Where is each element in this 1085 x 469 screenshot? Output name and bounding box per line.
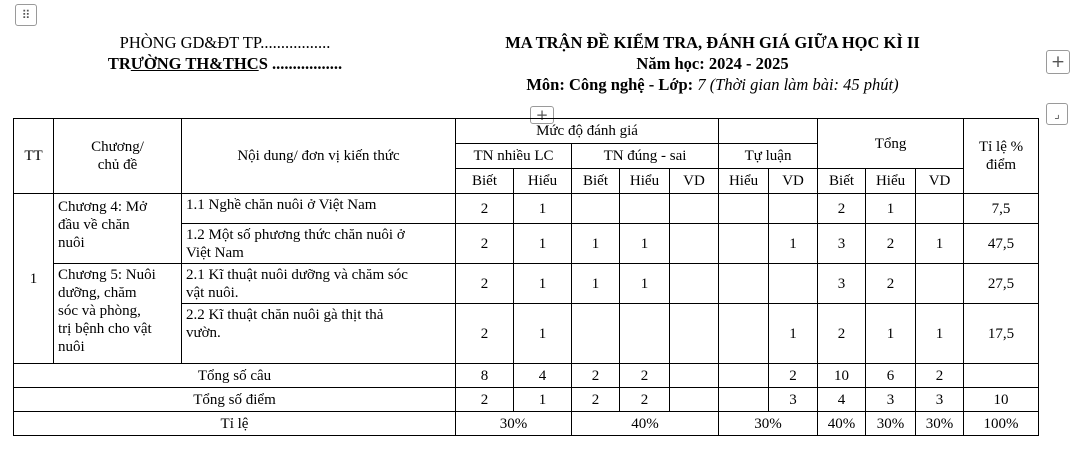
cell-tong-vd: 1 <box>916 304 964 364</box>
cell-tong-biet: 4 <box>818 388 866 412</box>
cell-hieu-tl <box>719 194 769 224</box>
tile-tn-lc: 30% <box>456 412 572 436</box>
th-tt: TT <box>14 119 54 194</box>
summary-row-ti-le <box>14 412 1039 436</box>
cell-tile: 27,5 <box>964 264 1039 304</box>
cell-biet-ds <box>572 194 620 224</box>
th-tn-lc: TN nhiều LC <box>456 144 572 169</box>
cell-tong-hieu: 1 <box>866 304 916 364</box>
tile-hieu: 30% <box>866 412 916 436</box>
cell-biet-ds: 2 <box>572 388 620 412</box>
cell-vd-ds <box>670 224 719 264</box>
cell-tong-vd <box>916 194 964 224</box>
dept-name: PHÒNG GD&ĐT TP................. <box>119 33 331 52</box>
cell-tong-biet: 10 <box>818 364 866 388</box>
cell-tong-hieu: 2 <box>866 224 916 264</box>
cell-tile: 47,5 <box>964 224 1039 264</box>
cell-biet-ds <box>572 304 620 364</box>
chapter-cell: Chương 5: Nuôi dưỡng, chăm sóc và phòng, trị bệnh cho vật nuôi <box>54 264 182 364</box>
cell-vd-tl: 1 <box>769 224 818 264</box>
cell-hieu-lc: 1 <box>514 264 572 304</box>
cell-hieu-tl <box>719 388 769 412</box>
cell-hieu-lc: 4 <box>514 364 572 388</box>
cell-biet-lc: 2 <box>456 388 514 412</box>
cell-tong-hieu: 2 <box>866 264 916 304</box>
cell-vd-tl: 1 <box>769 304 818 364</box>
cell-hieu-lc: 1 <box>514 304 572 364</box>
th-noidung: Nội dung/ đơn vị kiến thức <box>182 119 456 194</box>
cell-hieu-ds: 2 <box>620 388 670 412</box>
cell-vd-tl <box>769 194 818 224</box>
cell-hieu-lc: 1 <box>514 224 572 264</box>
cell-biet-lc: 2 <box>456 224 514 264</box>
summary-label: Tổng số câu <box>14 364 456 388</box>
cell-tile: 7,5 <box>964 194 1039 224</box>
table-row <box>14 264 1039 304</box>
cell-tong-hieu: 1 <box>866 194 916 224</box>
cell-vd-ds <box>670 304 719 364</box>
table-insert-plus-icon[interactable]: + <box>530 106 554 124</box>
th-vd: VD <box>769 169 818 194</box>
table-resize-corner-icon[interactable]: ⌟ <box>1046 103 1068 125</box>
cell-hieu-tl <box>719 304 769 364</box>
cell-vd-ds <box>670 364 719 388</box>
cell-tong-biet: 2 <box>818 304 866 364</box>
subject-line: Môn: Công nghệ - Lớp: 7 (Thời gian làm bài: 45 phút) <box>526 75 899 94</box>
th-tong: Tổng <box>818 119 964 169</box>
cell-tile: 17,5 <box>964 304 1039 364</box>
th-tile: Tỉ lệ % điểm <box>964 119 1039 194</box>
cell-biet-ds: 2 <box>572 364 620 388</box>
cell-biet-lc: 2 <box>456 264 514 304</box>
cell-biet-lc: 2 <box>456 304 514 364</box>
cell-hieu-ds: 1 <box>620 224 670 264</box>
cell-hieu-tl <box>719 264 769 304</box>
th-biet: Biết <box>456 169 514 194</box>
cell-hieu-tl <box>719 364 769 388</box>
cell-hieu-ds <box>620 304 670 364</box>
add-row-plus-icon[interactable]: + <box>1046 50 1070 74</box>
cell-tong-hieu: 6 <box>866 364 916 388</box>
content-cell: 1.2 Một số phương thức chăn nuôi ở Việt Nam <box>182 224 456 264</box>
cell-hieu-lc: 1 <box>514 194 572 224</box>
table-body <box>14 119 1039 436</box>
tile-vd: 30% <box>916 412 964 436</box>
chapter-cell: Chương 4: Mở đầu về chăn nuôi <box>54 194 182 264</box>
content-cell: 1.1 Nghề chăn nuôi ở Việt Nam <box>182 194 456 224</box>
cell-biet-ds: 1 <box>572 224 620 264</box>
th-biet: Biết <box>572 169 620 194</box>
cell-tong-biet: 2 <box>818 194 866 224</box>
th-tn-ds: TN đúng - sai <box>572 144 719 169</box>
move-handle-icon[interactable]: ⠿ <box>15 4 37 26</box>
cell-tile <box>964 364 1039 388</box>
cell-tong-biet: 3 <box>818 264 866 304</box>
th-chuong: Chương/ chủ đề <box>54 119 182 194</box>
th-blank <box>719 119 818 144</box>
header-right <box>440 32 985 95</box>
matrix-table <box>13 118 1039 436</box>
th-vd: VD <box>670 169 719 194</box>
cell-hieu-tl <box>719 224 769 264</box>
cell-vd-tl: 2 <box>769 364 818 388</box>
cell-biet-ds: 1 <box>572 264 620 304</box>
cell-vd-ds <box>670 388 719 412</box>
cell-vd-tl <box>769 264 818 304</box>
content-cell: 2.2 Kĩ thuật chăn nuôi gà thịt thả vườn. <box>182 304 456 364</box>
cell-tong-biet: 3 <box>818 224 866 264</box>
school-year: Năm học: 2024 - 2025 <box>636 54 789 73</box>
tile-tuluan: 30% <box>719 412 818 436</box>
cell-tong-vd: 3 <box>916 388 964 412</box>
th-hieu: Hiểu <box>719 169 769 194</box>
th-biet: Biết <box>818 169 866 194</box>
doc-title: MA TRẬN ĐỀ KIỂM TRA, ĐÁNH GIÁ GIỮA HỌC KÌ II <box>505 33 920 52</box>
cell-hieu-ds: 2 <box>620 364 670 388</box>
cell-tong-vd: 2 <box>916 364 964 388</box>
summary-label: Tổng số điểm <box>14 388 456 412</box>
summary-label: Tỉ lệ <box>14 412 456 436</box>
group-tt: 1 <box>14 194 54 364</box>
cell-biet-lc: 8 <box>456 364 514 388</box>
table-row <box>14 194 1039 224</box>
cell-tile: 10 <box>964 388 1039 412</box>
th-hieu: Hiểu <box>514 169 572 194</box>
summary-row-tong-so-diem <box>14 388 1039 412</box>
school-name: TRƯỜNG TH&THCS ................. <box>107 54 343 73</box>
cell-vd-ds <box>670 264 719 304</box>
tile-tn-ds: 40% <box>572 412 719 436</box>
cell-biet-lc: 2 <box>456 194 514 224</box>
cell-vd-tl: 3 <box>769 388 818 412</box>
th-mucdo: Mức độ đánh giá <box>456 119 719 144</box>
cell-vd-ds <box>670 194 719 224</box>
cell-tong-vd: 1 <box>916 224 964 264</box>
tile-biet: 40% <box>818 412 866 436</box>
th-vd: VD <box>916 169 964 194</box>
cell-hieu-ds <box>620 194 670 224</box>
cell-hieu-lc: 1 <box>514 388 572 412</box>
content-cell: 2.1 Kĩ thuật nuôi dưỡng và chăm sóc vật nuôi. <box>182 264 456 304</box>
tile-total: 100% <box>964 412 1039 436</box>
cell-hieu-ds: 1 <box>620 264 670 304</box>
cell-tong-hieu: 3 <box>866 388 916 412</box>
summary-row-tong-so-cau <box>14 364 1039 388</box>
th-tuluan: Tự luận <box>719 144 818 169</box>
th-hieu: Hiểu <box>866 169 916 194</box>
cell-tong-vd <box>916 264 964 304</box>
header-left <box>60 32 390 74</box>
th-hieu: Hiểu <box>620 169 670 194</box>
